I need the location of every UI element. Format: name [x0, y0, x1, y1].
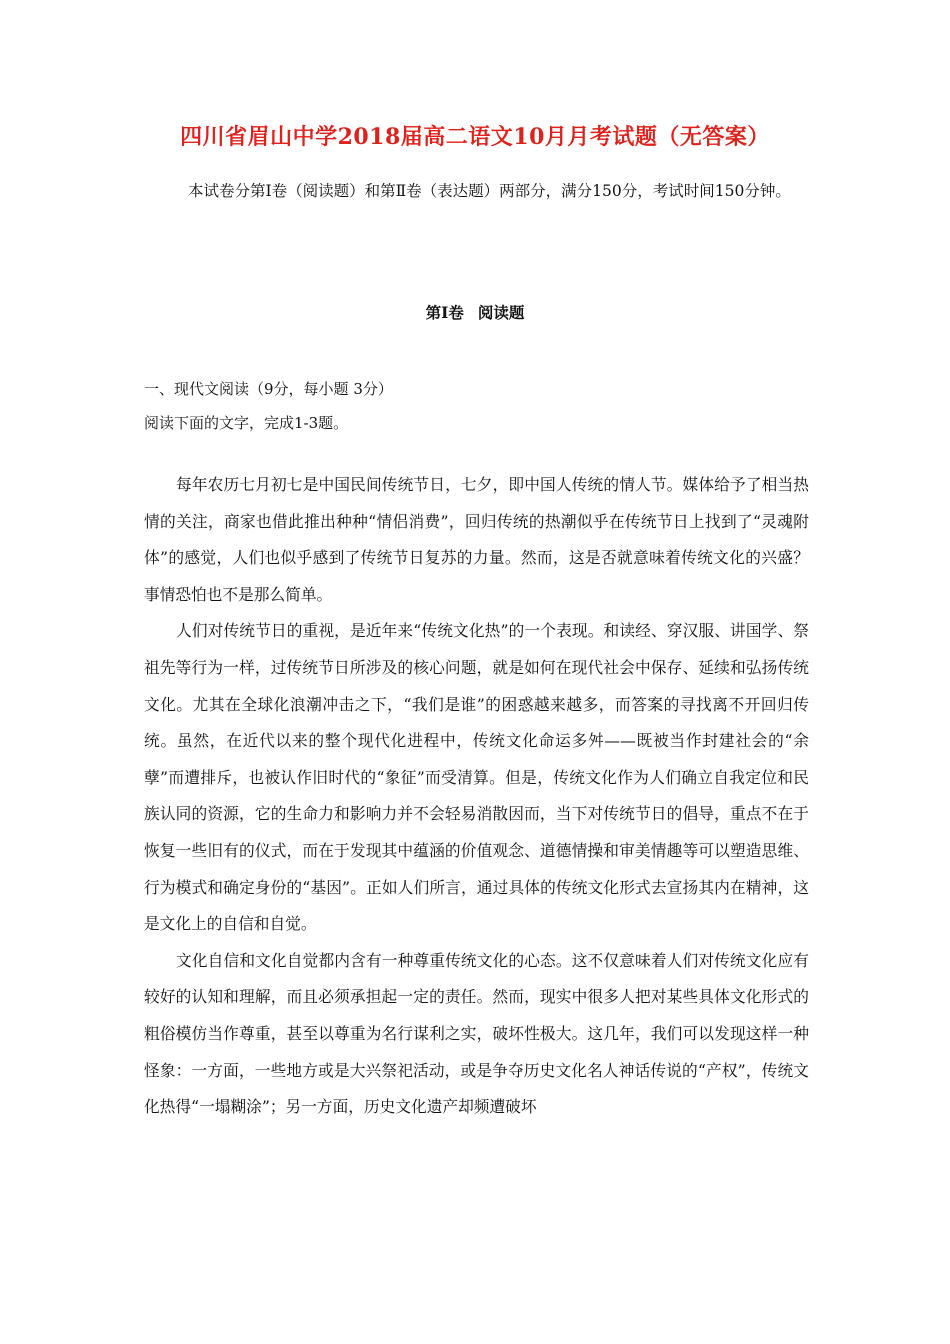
section-part-name: 阅读题: [477, 303, 525, 322]
passage-paragraph: 人们对传统节日的重视，是近年来“传统文化热”的一个表现。和读经、穿汉服、讲国学、祭祖先等行为一样，过传统节日所涉及的核心问题，就是如何在现代社会中保存、延续和弘扬传统文化。尤其在全球化浪潮冲击之下，“我们是谁”的困惑越来越多，而答案的寻找离不开回归传统。虽然，在近代以来的整个现代化进程中，传统文化命运多舛——既被当作封建社会的“余孽”而遭排斥，也被认作旧时代的“象征”而受清算。但是，传统文化作为人们确立自我定位和民族认同的资源，它的生命力和影响力并不会轻易消散因而，当下对传统节日的倡导，重点不在于恢复一些旧有的仪式，而在于发现其中蕴涵的价值观念、道德情操和审美情趣等可以塑造思维、行为模式和确定身份的“基因”。正如人们所言，通过具体的传统文化形式去宣扬其内在精神，这是文化上的自信和自觉。: [144, 621, 809, 934]
section-heading: [0, 298, 950, 328]
passage-paragraph: 文化自信和文化自觉都内含有一种尊重传统文化的心态。这不仅意味着人们对传统文化应有较好的认知和理解，而且必须承担起一定的责任。然而，现实中很多人把对某些具体文化形式的粗俗模仿当作尊重，甚至以尊重为名行谋利之实，破坏性极大。这几年，我们可以发现这样一种怪象：一方面，一些地方或是大兴祭祀活动，或是争夺历史文化名人神话传说的“产权”，传统文化热得“一塌糊涂”；另一方面，历史文化遗产却频遭破坏: [144, 950, 809, 1117]
exam-intro: 本试卷分第Ⅰ卷（阅读题）和第Ⅱ卷（表达题）两部分，满分150分，考试时间150分钟。: [188, 182, 791, 200]
document-title: 四川省眉山中学2018届高二语文10月月考试题（无答案）: [180, 124, 770, 150]
question-heading: 一、现代文阅读（9分，每小题 3分）: [144, 380, 393, 398]
reading-passage: [144, 467, 809, 1126]
passage-paragraph: 每年农历七月初七是中国民间传统节日，七夕，即中国人传统的情人节。媒体给予了相当热情的关注，商家也借此推出种种“情侣消费”，回归传统的热潮似乎在传统节日上找到了“灵魂附体”的感觉，人们也似乎感到了传统节日复苏的力量。然而，这是否就意味着传统文化的兴盛？事情恐怕也不是那么简单。: [144, 475, 809, 604]
question-instruction: 阅读下面的文字，完成1-3题。: [144, 414, 349, 432]
section-part-label: 第Ⅰ卷: [425, 303, 464, 322]
